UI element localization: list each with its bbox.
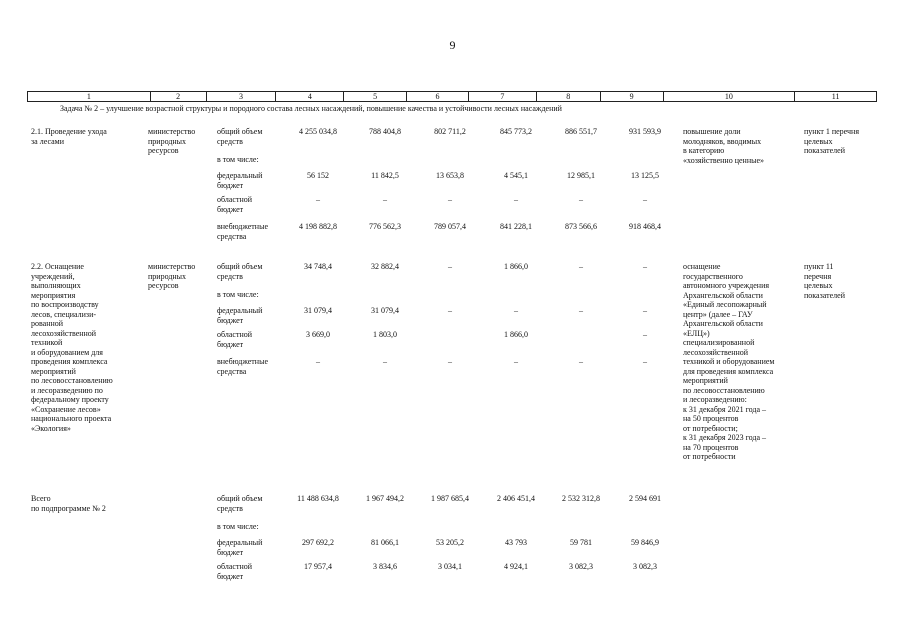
task-title: Задача № 2 – улучшение возрастной структуры и породного состава лесных насаждений, повышение качества и устойчивости лесных насаждений — [60, 104, 562, 113]
funding-value: 802 711,2 — [434, 127, 466, 136]
funding-value: 4 924,1 — [504, 562, 528, 571]
funding-source-label: общий объем средств — [217, 127, 263, 146]
funding-value: 81 066,1 — [371, 538, 399, 547]
funding-value: 13 125,5 — [631, 171, 659, 180]
column-header-4: 4 — [276, 92, 344, 101]
funding-value: – — [448, 306, 452, 315]
funding-source-label: областной бюджет — [217, 330, 253, 349]
column-header-10: 10 — [664, 92, 796, 101]
funding-value: – — [316, 195, 320, 204]
row-executor: министерство природных ресурсов — [148, 262, 196, 290]
funding-source-label: федеральный бюджет — [217, 306, 263, 325]
funding-value: 32 882,4 — [371, 262, 399, 271]
funding-value: – — [643, 330, 647, 339]
funding-value: 1 967 494,2 — [366, 494, 404, 503]
funding-value: 17 957,4 — [304, 562, 332, 571]
funding-value: – — [514, 357, 518, 366]
row-name: 2.1. Проведение ухода за лесами — [31, 127, 107, 146]
funding-value: 31 079,4 — [304, 306, 332, 315]
funding-source-label: областной бюджет — [217, 562, 253, 581]
column-header-6: 6 — [407, 92, 469, 101]
funding-source-label: федеральный бюджет — [217, 171, 263, 190]
funding-source-label: в том числе: — [217, 290, 259, 299]
funding-value: 53 205,2 — [436, 538, 464, 547]
funding-value: – — [579, 306, 583, 315]
funding-value: – — [448, 195, 452, 204]
funding-value: 12 985,1 — [567, 171, 595, 180]
funding-value: 2 594 691 — [629, 494, 661, 503]
row-indicator: пункт 11 перечня целевых показателей — [804, 262, 845, 300]
funding-value: – — [448, 357, 452, 366]
funding-value: 3 082,3 — [633, 562, 657, 571]
funding-value: 788 404,8 — [369, 127, 401, 136]
funding-value: – — [383, 357, 387, 366]
funding-value: 2 406 451,4 — [497, 494, 535, 503]
funding-value: – — [579, 262, 583, 271]
funding-value: 4 545,1 — [504, 171, 528, 180]
funding-value: 297 692,2 — [302, 538, 334, 547]
funding-value: 43 793 — [505, 538, 527, 547]
page-number: 9 — [449, 38, 456, 52]
funding-value: – — [514, 306, 518, 315]
funding-value: 3 834,6 — [373, 562, 397, 571]
funding-source-label: общий объем средств — [217, 262, 263, 281]
funding-value: 13 653,8 — [436, 171, 464, 180]
funding-value: 789 057,4 — [434, 222, 466, 231]
row-name: 2.2. Оснащение учреждений, выполняющих мероприятия по воспроизводству лесов, специализи- рованной лесохозяйственной техникой и оборудованием для проведения комплекса мероприятий по лесовосстановлению и лесоразведению по федеральному проекту «Сохранение лесов» национального проекта «Экология» — [31, 262, 113, 433]
funding-value: 34 748,4 — [304, 262, 332, 271]
funding-value: 3 034,1 — [438, 562, 462, 571]
column-header-5: 5 — [344, 92, 407, 101]
funding-value: 11 488 634,8 — [297, 494, 339, 503]
funding-value: 931 593,9 — [629, 127, 661, 136]
column-header-2: 2 — [151, 92, 207, 101]
funding-value: 873 566,6 — [565, 222, 597, 231]
funding-value: 4 198 882,8 — [299, 222, 337, 231]
funding-value: – — [514, 195, 518, 204]
funding-value: 1 803,0 — [373, 330, 397, 339]
funding-source-label: областной бюджет — [217, 195, 253, 214]
funding-value: – — [643, 306, 647, 315]
funding-value: 31 079,4 — [371, 306, 399, 315]
column-header-9: 9 — [601, 92, 664, 101]
column-header-8: 8 — [537, 92, 601, 101]
funding-value: – — [579, 195, 583, 204]
funding-value: 886 551,7 — [565, 127, 597, 136]
funding-value: 918 468,4 — [629, 222, 661, 231]
row-executor: министерство природных ресурсов — [148, 127, 196, 155]
row-result: повышение доли молодняков, вводимых в категорию «хозяйственно ценные» — [683, 127, 765, 165]
funding-value: 776 562,3 — [369, 222, 401, 231]
funding-source-label: общий объем средств — [217, 494, 263, 513]
column-header-row — [27, 91, 877, 102]
funding-value: 59 846,9 — [631, 538, 659, 547]
row-indicator: пункт 1 перечня целевых показателей — [804, 127, 860, 155]
funding-value: – — [579, 357, 583, 366]
row-result: оснащение государственного автономного учреждения Архангельской области «Единый лесопожарный центр» (далее – ГАУ Архангельской области «ЕЛЦ») специализированной лесохозяйственной техникой и оборудованием для проведения комплекса мероприятий по лесовосстановлению и лесоразведению: к 31 декабря 2021 года – на 50 процентов от потребности; к 31 декабря 2023 года – на 70 процентов от потребности — [683, 262, 775, 461]
funding-value: – — [448, 262, 452, 271]
column-header-7: 7 — [469, 92, 537, 101]
funding-value: 841 228,1 — [500, 222, 532, 231]
funding-source-label: в том числе: — [217, 522, 259, 531]
funding-source-label: федеральный бюджет — [217, 538, 263, 557]
funding-value: 3 082,3 — [569, 562, 593, 571]
funding-value: 11 842,5 — [371, 171, 399, 180]
funding-value: 59 781 — [570, 538, 592, 547]
funding-value: 1 866,0 — [504, 262, 528, 271]
funding-source-label: внебюджетные средства — [217, 222, 268, 241]
funding-value: 4 255 034,8 — [299, 127, 337, 136]
funding-value: – — [643, 357, 647, 366]
column-header-1: 1 — [28, 92, 151, 101]
funding-value: 845 773,2 — [500, 127, 532, 136]
column-header-11: 11 — [831, 92, 840, 101]
funding-value: – — [383, 195, 387, 204]
funding-value: 2 532 312,8 — [562, 494, 600, 503]
funding-value: 1 866,0 — [504, 330, 528, 339]
funding-value: 1 987 685,4 — [431, 494, 469, 503]
row-name: Всего по подпрограмме № 2 — [31, 494, 106, 513]
funding-source-label: внебюджетные средства — [217, 357, 268, 376]
funding-value: – — [316, 357, 320, 366]
column-header-3: 3 — [207, 92, 277, 101]
funding-value: 3 669,0 — [306, 330, 330, 339]
funding-source-label: в том числе: — [217, 155, 259, 164]
funding-value: 56 152 — [307, 171, 329, 180]
funding-value: – — [643, 195, 647, 204]
funding-value: – — [643, 262, 647, 271]
